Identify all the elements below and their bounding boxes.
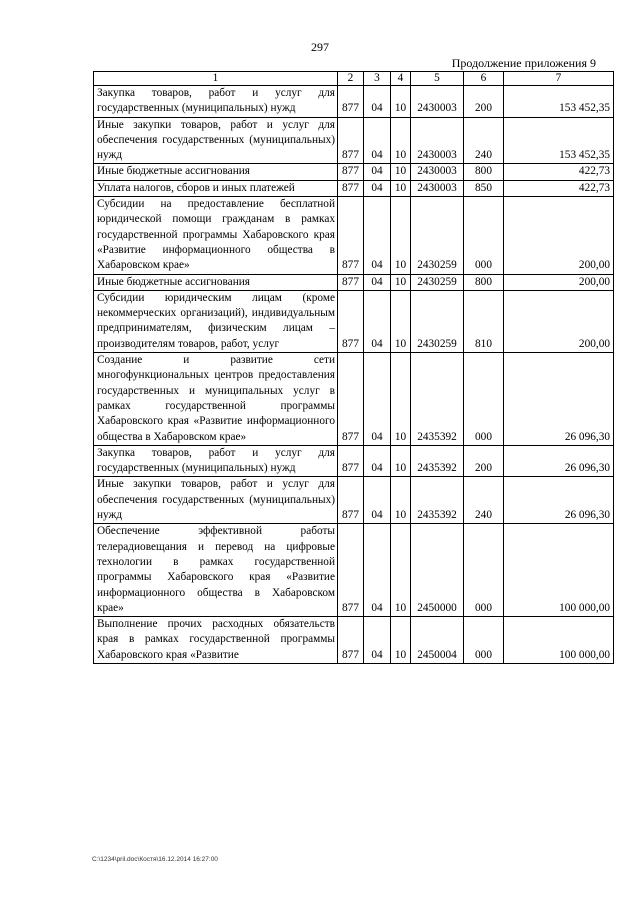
row-code-ministry: 877 [338, 524, 364, 617]
table-row [94, 617, 614, 664]
row-code-subsection: 10 [391, 197, 411, 274]
row-code-ministry: 877 [338, 274, 364, 290]
row-code-ministry: 877 [338, 477, 364, 524]
table-row [94, 180, 614, 196]
budget-table [93, 71, 614, 664]
row-code-section: 04 [364, 353, 391, 446]
row-code-expense-type: 000 [464, 353, 504, 446]
row-amount: 200,00 [504, 274, 614, 290]
row-code-expense-type: 810 [464, 290, 504, 352]
table-row [94, 445, 614, 477]
row-code-subsection: 10 [391, 180, 411, 196]
row-code-subsection: 10 [391, 617, 411, 664]
header-cell-3: 3 [364, 72, 391, 86]
row-name: Субсидии юридическим лицам (кроме некоммерческих организаций), индивидуальным предпринимателям, физическим лицам – производителям товаров, работ, услуг [94, 290, 338, 352]
row-name: Закупка товаров, работ и услуг для государственных (муниципальных) нужд [94, 445, 338, 477]
row-amount: 200,00 [504, 197, 614, 274]
row-amount: 200,00 [504, 290, 614, 352]
table-row [94, 86, 614, 118]
row-code-subsection: 10 [391, 353, 411, 446]
row-amount: 153 452,35 [504, 117, 614, 164]
continuation-label: Продолжение приложения 9 [451, 56, 596, 70]
header-cell-4: 4 [391, 72, 411, 86]
row-amount: 100 000,00 [504, 617, 614, 664]
table-row [94, 117, 614, 164]
row-code-subsection: 10 [391, 274, 411, 290]
row-code-target: 2430259 [411, 274, 464, 290]
row-code-ministry: 877 [338, 445, 364, 477]
row-code-target: 2430003 [411, 117, 464, 164]
row-name: Иные закупки товаров, работ и услуг для обеспечения государственных (муниципальных) нужд [94, 477, 338, 524]
row-code-subsection: 10 [391, 445, 411, 477]
row-code-section: 04 [364, 164, 391, 180]
header-cell-7: 7 [504, 72, 614, 86]
row-amount: 26 096,30 [504, 353, 614, 446]
row-code-subsection: 10 [391, 86, 411, 118]
row-code-expense-type: 200 [464, 86, 504, 118]
row-code-target: 2430003 [411, 86, 464, 118]
row-code-ministry: 877 [338, 197, 364, 274]
row-code-target: 2435392 [411, 353, 464, 446]
row-code-expense-type: 240 [464, 117, 504, 164]
header-row [94, 72, 614, 86]
row-amount: 153 452,35 [504, 86, 614, 118]
row-code-section: 04 [364, 197, 391, 274]
row-code-target: 2435392 [411, 445, 464, 477]
header-cell-6: 6 [464, 72, 504, 86]
table-row [94, 164, 614, 180]
row-code-subsection: 10 [391, 290, 411, 352]
table-row [94, 290, 614, 352]
row-code-subsection: 10 [391, 164, 411, 180]
row-code-section: 04 [364, 86, 391, 118]
row-code-expense-type: 850 [464, 180, 504, 196]
row-code-subsection: 10 [391, 117, 411, 164]
file-path-footer: C:\1234\pril.doc\Костя\16.12.2014 16:27:00 [92, 856, 218, 863]
row-code-section: 04 [364, 117, 391, 164]
row-amount: 100 000,00 [504, 524, 614, 617]
row-name: Уплата налогов, сборов и иных платежей [94, 180, 338, 196]
row-code-ministry: 877 [338, 117, 364, 164]
table-row [94, 477, 614, 524]
row-amount: 26 096,30 [504, 477, 614, 524]
row-name: Создание и развитие сети многофункциональных центров предоставления государственных и муниципальных услуг в рамках государственной программы Хабаровского края «Развитие информационного общества в Хабаровском крае» [94, 353, 338, 446]
row-code-ministry: 877 [338, 353, 364, 446]
row-name: Иные закупки товаров, работ и услуг для обеспечения государственных (муниципальных) нужд [94, 117, 338, 164]
row-code-ministry: 877 [338, 617, 364, 664]
row-code-section: 04 [364, 477, 391, 524]
row-code-ministry: 877 [338, 86, 364, 118]
row-name: Иные бюджетные ассигнования [94, 164, 338, 180]
row-code-target: 2450004 [411, 617, 464, 664]
page-number: 297 [311, 40, 329, 54]
row-code-target: 2430259 [411, 197, 464, 274]
row-code-expense-type: 240 [464, 477, 504, 524]
row-code-section: 04 [364, 274, 391, 290]
row-code-section: 04 [364, 445, 391, 477]
row-name: Обеспечение эффективной работы телерадиовещания и перевод на цифровые технологии в рамках государственной программы Хабаровского края «Развитие информационного общества в Хабаровском крае» [94, 524, 338, 617]
table-row [94, 197, 614, 274]
row-code-target: 2430259 [411, 290, 464, 352]
row-code-expense-type: 000 [464, 524, 504, 617]
row-code-section: 04 [364, 180, 391, 196]
row-amount: 26 096,30 [504, 445, 614, 477]
table-row [94, 524, 614, 617]
row-code-expense-type: 800 [464, 164, 504, 180]
row-amount: 422,73 [504, 164, 614, 180]
row-code-expense-type: 200 [464, 445, 504, 477]
row-name: Субсидии на предоставление бесплатной юридической помощи гражданам в рамках государственной программы Хабаровского края «Развитие информационного общества в Хабаровском крае» [94, 197, 338, 274]
row-code-section: 04 [364, 617, 391, 664]
row-code-expense-type: 000 [464, 617, 504, 664]
row-code-target: 2430003 [411, 180, 464, 196]
row-code-subsection: 10 [391, 477, 411, 524]
row-code-expense-type: 000 [464, 197, 504, 274]
row-code-expense-type: 800 [464, 274, 504, 290]
row-code-ministry: 877 [338, 180, 364, 196]
row-name: Выполнение прочих расходных обязательств края в рамках государственной программы Хабаровского края «Развитие [94, 617, 338, 664]
row-code-target: 2435392 [411, 477, 464, 524]
row-code-section: 04 [364, 290, 391, 352]
row-code-ministry: 877 [338, 290, 364, 352]
row-name: Закупка товаров, работ и услуг для государственных (муниципальных) нужд [94, 86, 338, 118]
row-code-ministry: 877 [338, 164, 364, 180]
row-code-target: 2450000 [411, 524, 464, 617]
header-cell-5: 5 [411, 72, 464, 86]
header-cell-1: 1 [94, 72, 338, 86]
table-row [94, 353, 614, 446]
header-cell-2: 2 [338, 72, 364, 86]
row-code-subsection: 10 [391, 524, 411, 617]
row-code-section: 04 [364, 524, 391, 617]
row-code-target: 2430003 [411, 164, 464, 180]
row-amount: 422,73 [504, 180, 614, 196]
table-row [94, 274, 614, 290]
row-name: Иные бюджетные ассигнования [94, 274, 338, 290]
